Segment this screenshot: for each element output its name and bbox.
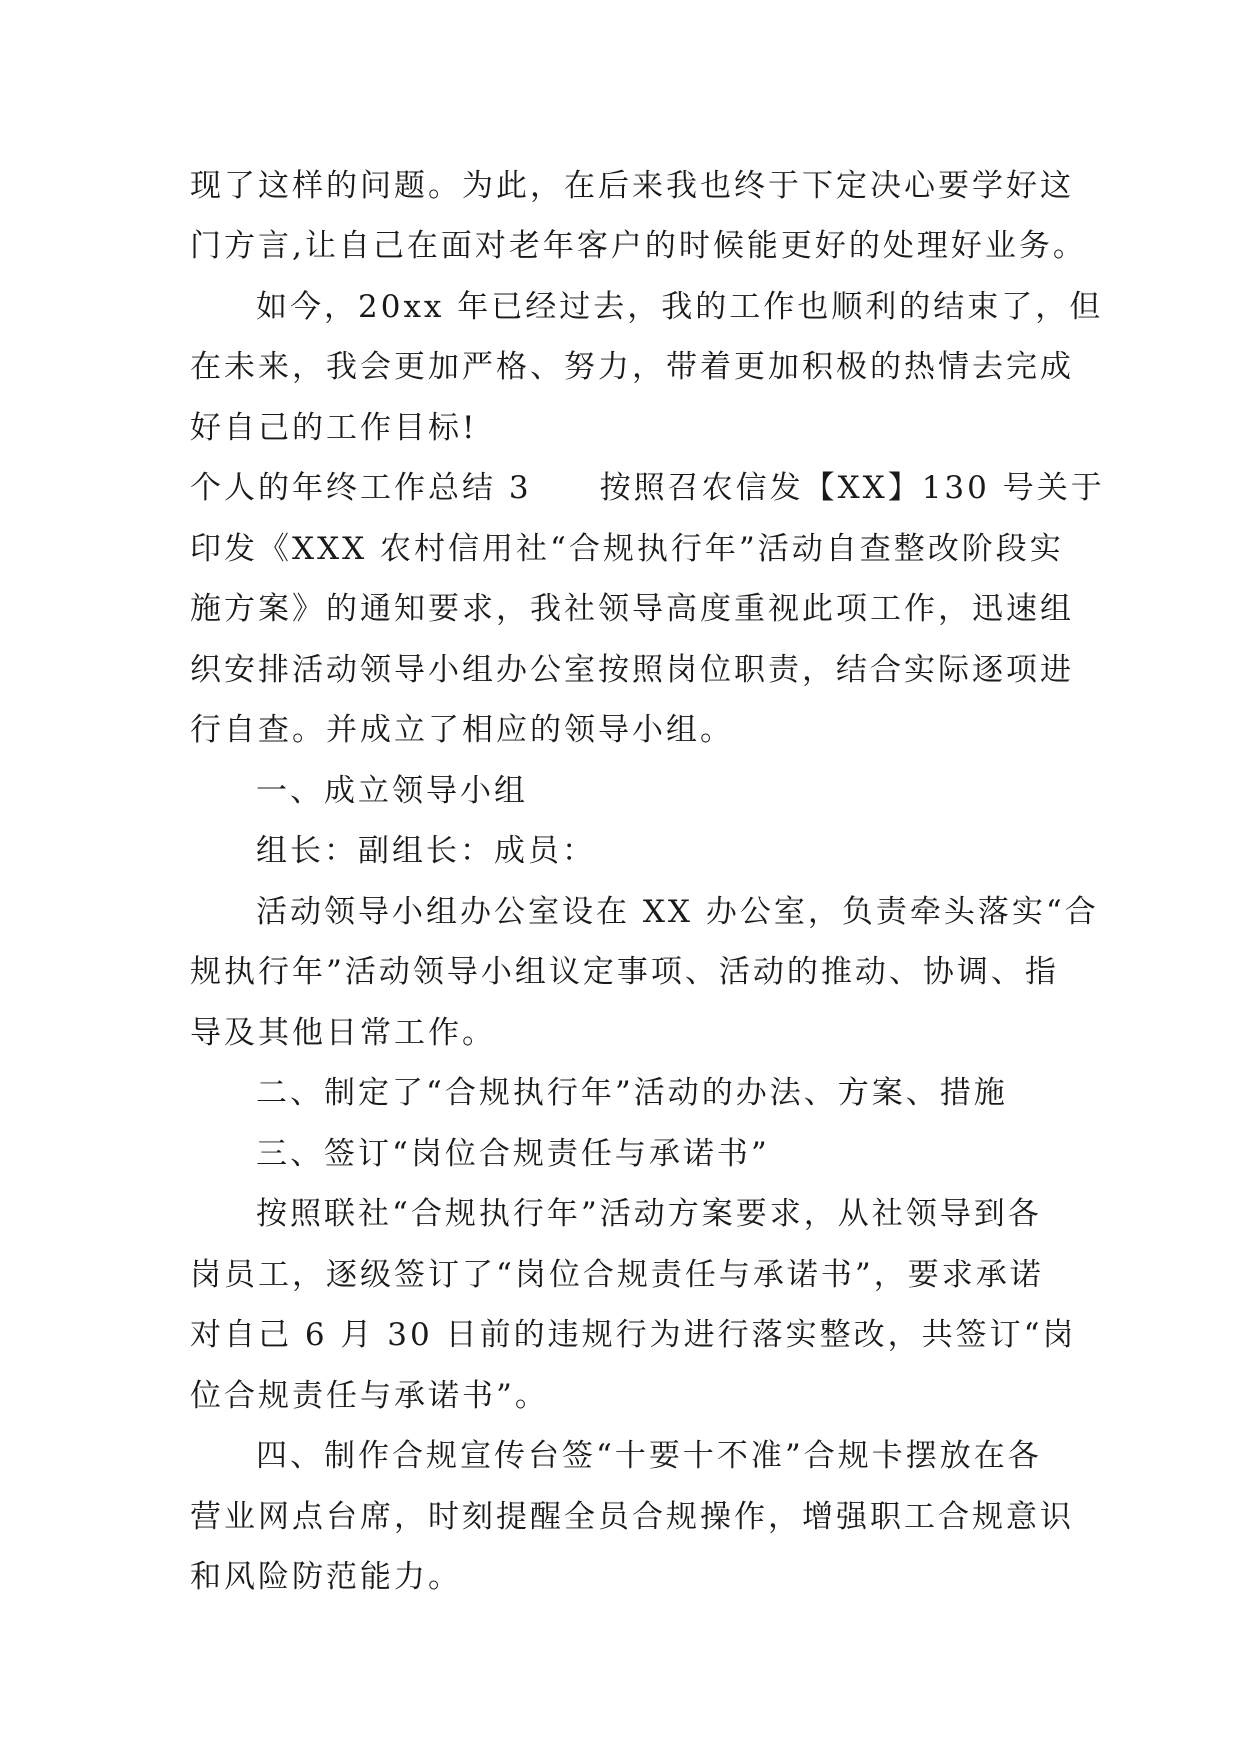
text-line: 门方言,让自己在面对老年客户的时候能更好的处理好业务。 xyxy=(190,228,1087,264)
text-line: 印发《XXX 农村信用社“合规执行年”活动自查整改阶段实 xyxy=(190,531,1064,567)
text-line: 对自己 6 月 30 日前的违规行为进行落实整改，共签订“岗 xyxy=(190,1317,1077,1353)
text-line: 施方案》的通知要求，我社领导高度重视此项工作，迅速组 xyxy=(190,591,1074,627)
text-line: 在未来，我会更加严格、努力，带着更加积极的热情去完成 xyxy=(190,349,1074,385)
text-line: 织安排活动领导小组办公室按照岗位职责，结合实际逐项进 xyxy=(190,652,1074,688)
text-line: 营业网点台席，时刻提醒全员合规操作，增强职工合规意识 xyxy=(190,1499,1074,1535)
text-line: 规执行年”活动领导小组议定事项、活动的推动、协调、指 xyxy=(190,954,1059,990)
text-line: 如今，20xx 年已经过去，我的工作也顺利的结束了，但 xyxy=(256,289,1104,325)
text-line: 位合规责任与承诺书”。 xyxy=(190,1378,549,1414)
section-heading-line: 个人的年终工作总结 3 按照召农信发【XX】130 号关于 xyxy=(190,470,1105,506)
text-line: 按照联社“合规执行年”活动方案要求，从社领导到各 xyxy=(256,1196,1042,1232)
text-line: 岗员工，逐级签订了“岗位合规责任与承诺书”，要求承诺 xyxy=(190,1257,1044,1293)
text-line: 和风险防范能力。 xyxy=(190,1559,462,1595)
text-line: 二、制定了“合规执行年”活动的办法、方案、措施 xyxy=(256,1075,1008,1111)
text-line: 组长：副组长：成员： xyxy=(256,833,596,869)
text-line: 行自查。并成立了相应的领导小组。 xyxy=(190,712,734,748)
text-line: 活动领导小组办公室设在 XX 办公室，负责牵头落实“合 xyxy=(256,894,1099,930)
text-line: 一、成立领导小组 xyxy=(256,773,528,809)
text-line: 现了这样的问题。为此，在后来我也终于下定决心要学好这 xyxy=(190,168,1074,204)
text-line: 四、制作合规宣传台签“十要十不准”合规卡摆放在各 xyxy=(256,1438,1042,1474)
text-line: 好自己的工作目标! xyxy=(190,410,478,446)
text-line: 三、签订“岗位合规责任与承诺书” xyxy=(256,1136,770,1172)
text-line: 导及其他日常工作。 xyxy=(190,1015,496,1051)
